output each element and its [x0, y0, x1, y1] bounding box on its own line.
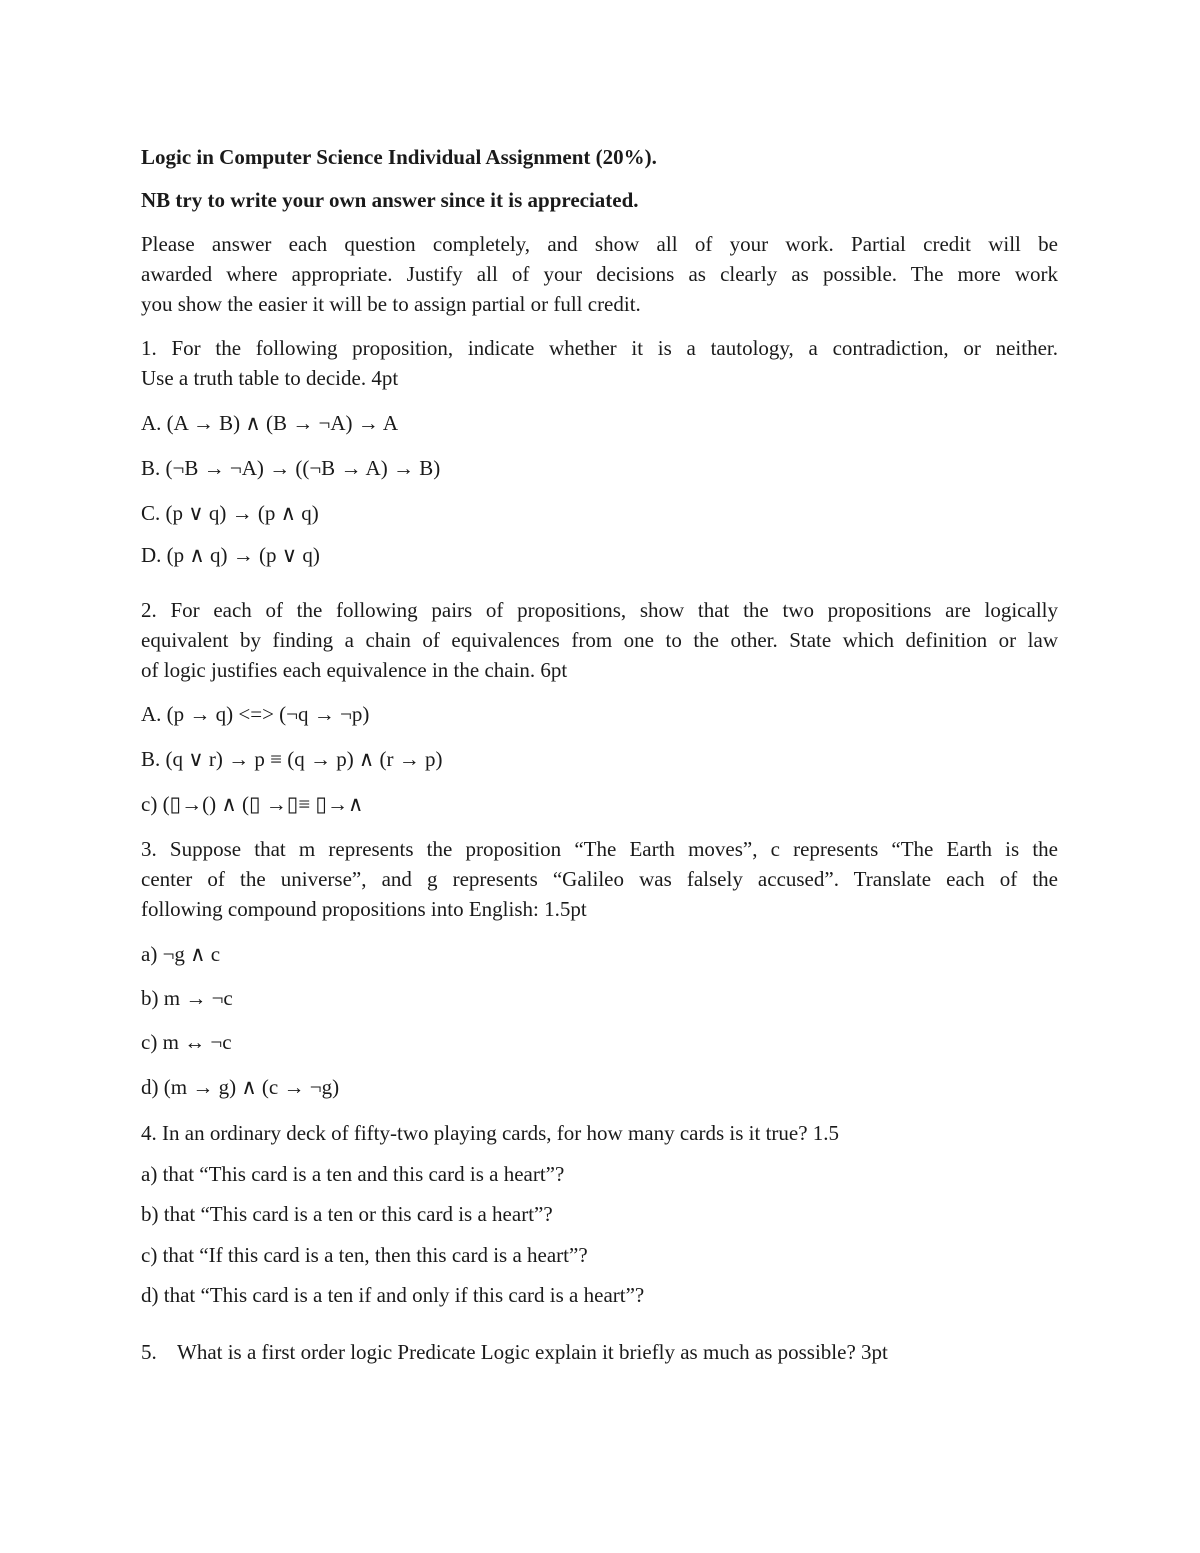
q1-item-c: C. (p ∨ q) → (p ∧ q)	[141, 501, 319, 525]
q1-stem-line-2: Use a truth table to decide. 4pt	[141, 366, 399, 390]
q1-item-b: B. (¬B → ¬A) → ((¬B → A) → B)	[141, 456, 441, 480]
q3-item-d: d) (m → g) ∧ (c → ¬g)	[141, 1075, 340, 1099]
q3-item-c: c) m ↔ ¬c	[141, 1030, 232, 1054]
q4-item-d: d) that “This card is a ten if and only if this card is a heart”?	[141, 1283, 645, 1307]
q2-item-a: A. (p → q) <=> (¬q → ¬p)	[141, 702, 370, 726]
q2-stem-line-3: of logic justifies each equivalence in the chain. 6pt	[141, 658, 568, 682]
intro-line-3: you show the easier it will be to assign partial or full credit.	[141, 292, 641, 316]
q3-item-b: b) m → ¬c	[141, 986, 233, 1010]
q5-text: What is a first order logic Predicate Logic explain it briefly as much as possible? 3pt	[177, 1340, 888, 1364]
q4-item-a: a) that “This card is a ten and this card is a heart”?	[141, 1162, 565, 1186]
intro-line-1: Please answer each question completely, and show all of your work. Partial credit will be	[141, 232, 1058, 256]
q2-item-c: c) (▯→() ∧ (▯ →▯≡ ▯→∧	[141, 792, 364, 816]
q4-item-c: c) that “If this card is a ten, then this card is a heart”?	[141, 1243, 588, 1267]
q2-stem-line-1: 2. For each of the following pairs of propositions, show that the two propositions are logically	[141, 598, 1058, 622]
q1-item-d: D. (p ∧ q) → (p ∨ q)	[141, 543, 320, 567]
q1-item-a: A. (A → B) ∧ (B → ¬A) → A	[141, 411, 399, 435]
q3-stem-line-2: center of the universe”, and g represents “Galileo was falsely accused”. Translate each of the	[141, 867, 1058, 891]
page-title: Logic in Computer Science Individual Assignment (20%).	[141, 145, 657, 169]
q2-stem-line-2: equivalent by finding a chain of equivalences from one to the other. State which definition or law	[141, 628, 1058, 652]
q1-stem-line-1: 1. For the following proposition, indicate whether it is a tautology, a contradiction, or neither.	[141, 336, 1058, 360]
intro-line-2: awarded where appropriate. Justify all of your decisions as clearly as possible. The more work	[141, 262, 1058, 286]
q2-item-b: B. (q ∨ r) → p ≡ (q → p) ∧ (r → p)	[141, 747, 443, 771]
q3-stem-line-3: following compound propositions into English: 1.5pt	[141, 897, 587, 921]
q5-number: 5.	[141, 1340, 157, 1364]
q4-stem: 4. In an ordinary deck of fifty-two playing cards, for how many cards is it true? 1.5	[141, 1121, 840, 1145]
q5-line	[141, 1337, 888, 1367]
note-line: NB try to write your own answer since it is appreciated.	[141, 188, 639, 212]
q4-item-b: b) that “This card is a ten or this card is a heart”?	[141, 1202, 553, 1226]
q3-stem-line-1: 3. Suppose that m represents the proposition “The Earth moves”, c represents “The Earth is the	[141, 837, 1058, 861]
q3-item-a: a) ¬g ∧ c	[141, 942, 221, 966]
